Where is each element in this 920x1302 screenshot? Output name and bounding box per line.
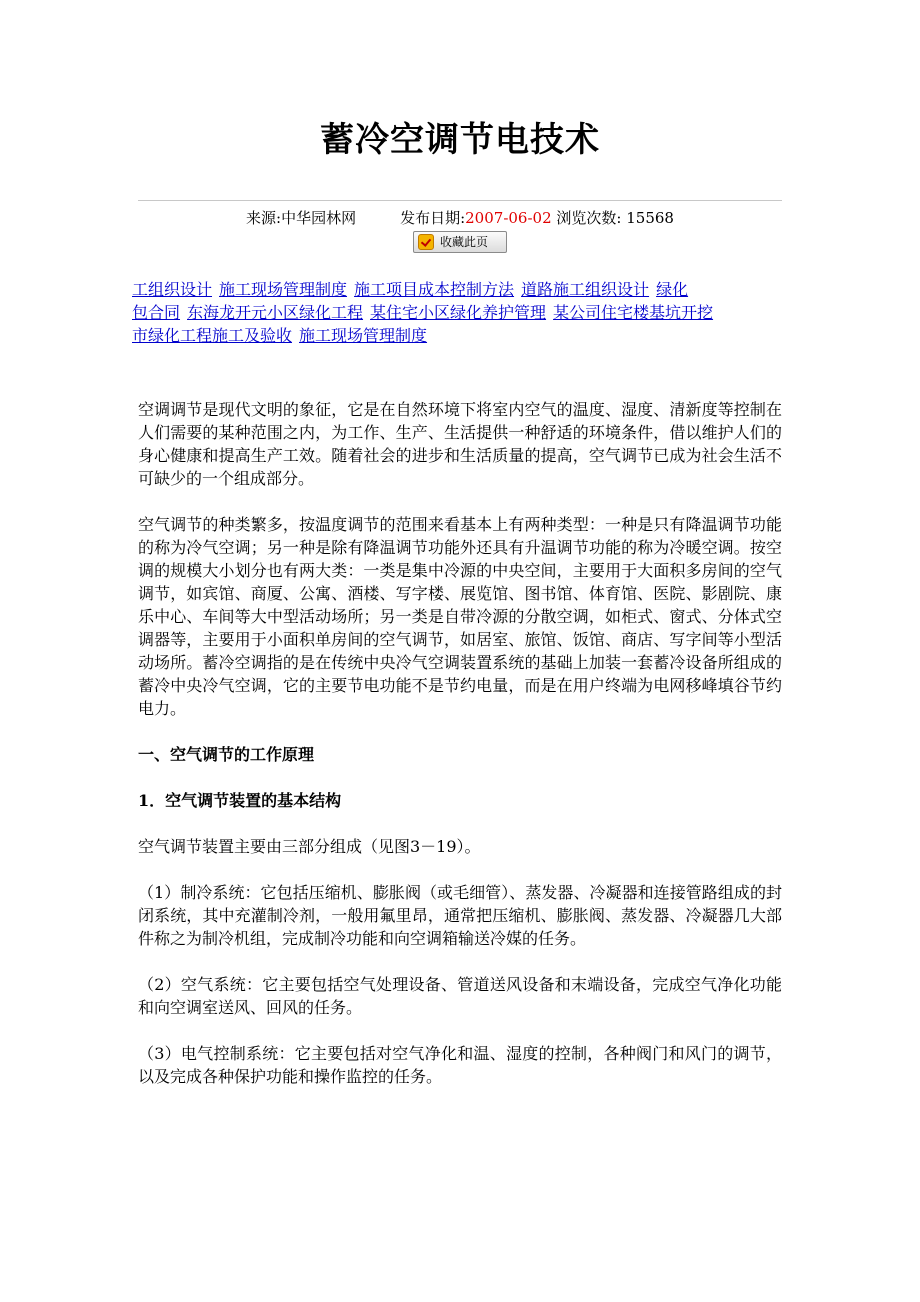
paragraph: （1）制冷系统：它包括压缩机、膨胀阀（或毛细管）、蒸发器、冷凝器和连接管路组成的封闭系统，其中充灌制冷剂，一般用氟里昂，通常把压缩机、膨胀阀、蒸发器、冷凝器几大部件称之为制冷机组，完成制冷功能和向空调箱输送冷媒的任务。	[138, 883, 782, 948]
paragraph: 空气调节装置主要由三部分组成（见图3－19）。	[138, 837, 481, 856]
paragraph: （2）空气系统：它主要包括空气处理设备、管道送风设备和末端设备，完成空气净化功能和向空调室送风、回风的任务。	[138, 975, 782, 1017]
related-link[interactable]: 某住宅小区绿化养护管理	[370, 303, 547, 322]
subsection-heading: 1．空气调节装置的基本结构	[138, 791, 342, 810]
views-count: 15568	[626, 209, 674, 227]
favorite-button-label: 收藏此页	[440, 235, 489, 249]
views-label: 浏览次数:	[556, 209, 622, 227]
paragraph: 空气调节的种类繁多，按温度调节的范围来看基本上有两种类型：一种是只有降温调节功能的称为冷气空调；另一种是除有降温调节功能外还具有升温调节功能的称为冷暖空调。按空调的规模大小划分也有两大类：一类是集中冷源的中央空间，主要用于大面积多房间的空气调节，如宾馆、商厦、公寓、酒楼、写字楼、展览馆、图书馆、体育馆、医院、影剧院、康乐中心、车间等大中型活动场所；另一类是自带冷源的分散空调，如柜式、窗式、分体式空调器等，主要用于小面积单房间的空气调节，如居室、旅馆、饭馆、商店、写字间等小型活动场所。蓄冷空调指的是在传统中央冷气空调装置系统的基础上加装一套蓄冷设备所组成的蓄冷中央冷气空调，它的主要节电功能不是节约电量，而是在用户终端为电网移峰填谷节约电力。	[138, 515, 782, 718]
publish-date: 2007-06-02	[465, 209, 552, 227]
section-heading: 一、空气调节的工作原理	[138, 745, 315, 764]
title-divider	[138, 200, 782, 201]
paragraph: 空调调节是现代文明的象征，它是在自然环境下将室内空气的温度、湿度、清新度等控制在人们需要的某种范围之内，为工作、生产、生活提供一种舒适的环境条件，借以维护人们的身心健康和提高生产工效。随着社会的进步和生活质量的提高，空气调节已成为社会生活不可缺少的一个组成部分。	[138, 400, 782, 488]
related-link[interactable]: 绿化	[656, 280, 689, 299]
date-label: 发布日期:	[400, 209, 466, 227]
related-link[interactable]: 施工现场管理制度	[219, 280, 348, 299]
related-link[interactable]: 市绿化工程施工及验收	[132, 326, 293, 345]
related-link[interactable]: 施工项目成本控制方法	[354, 280, 515, 299]
related-link[interactable]: 工组织设计	[132, 280, 213, 299]
related-links	[132, 278, 782, 347]
checkmark-icon	[418, 234, 434, 250]
paragraph: （3）电气控制系统：它主要包括对空气净化和温、湿度的控制，各种阀门和风门的调节，以及完成各种保护功能和操作监控的任务。	[138, 1044, 782, 1086]
related-link[interactable]: 施工现场管理制度	[299, 326, 428, 345]
article-body	[138, 398, 782, 1111]
related-links-row	[132, 278, 782, 301]
related-link[interactable]: 东海龙开元小区绿化工程	[187, 303, 364, 322]
page-title: 蓄冷空调节电技术	[320, 120, 600, 160]
source-label: 来源:中华园林网	[246, 209, 357, 227]
article-meta	[0, 207, 920, 228]
related-links-row	[132, 301, 782, 324]
favorite-button[interactable]	[413, 231, 507, 253]
related-link[interactable]: 某公司住宅楼基坑开挖	[553, 303, 714, 322]
related-link[interactable]: 道路施工组织设计	[521, 280, 650, 299]
related-links-row	[132, 324, 782, 347]
related-link[interactable]: 包合同	[132, 303, 181, 322]
